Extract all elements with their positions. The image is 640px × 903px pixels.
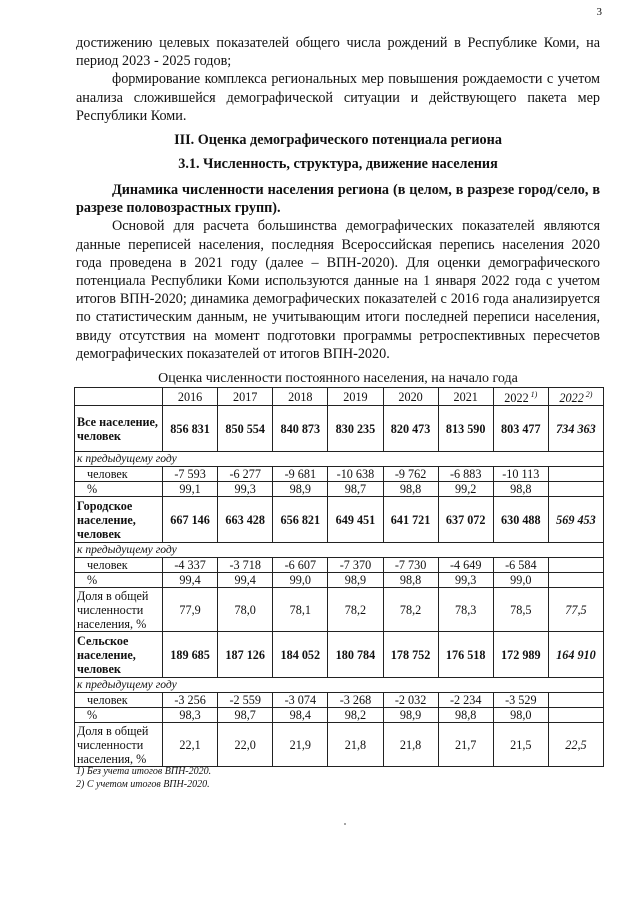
urban-share-cell: 78,0 bbox=[218, 588, 273, 632]
total-pct-cell: 99,1 bbox=[163, 482, 218, 497]
rural-change-cell: -3 529 bbox=[493, 693, 548, 708]
rural-change-cell: -2 032 bbox=[383, 693, 438, 708]
urban-value-cell: 569 453 bbox=[548, 497, 603, 543]
rural-change-cell: -3 074 bbox=[273, 693, 328, 708]
paragraph-3: Основой для расчета большинства демографических показателей являются данные переписей населения, последняя Всероссийская перепись населения 2020 года проведена в 2021 году (далее – ВПН-2020). Для оценки демографического потенциала Республики Коми используются данные на 1 января 2022 года с учетом итогов ВПН-2020; динамика демографических показателей с 2016 года анализируется по статистическим данным, не учитывающим итоги последней переписи населения, ввиду отсутствия на момент подготовки программы ретроспективных пересчетов демографических показателей от итогов ВПН-2020. bbox=[76, 218, 600, 362]
total-subheader-row bbox=[75, 452, 604, 467]
footnote-marker: 1) bbox=[528, 390, 538, 399]
total-value-cell: 856 831 bbox=[163, 406, 218, 452]
speck bbox=[344, 823, 346, 825]
urban-change-cell: -6 607 bbox=[273, 558, 328, 573]
rural-value-cell: 178 752 bbox=[383, 632, 438, 678]
total-change-cell: -9 762 bbox=[383, 467, 438, 482]
rural-value-cell: 180 784 bbox=[328, 632, 383, 678]
total-value-cell: 734 363 bbox=[548, 406, 603, 452]
urban-pct-cell: 99,4 bbox=[163, 573, 218, 588]
rural-change-label: человек bbox=[75, 693, 163, 708]
total-pct-cell bbox=[548, 482, 603, 497]
rural-share-label: Доля в общей численности населения, % bbox=[75, 723, 163, 767]
total-change-label: человек bbox=[75, 467, 163, 482]
urban-change-cell: -7 730 bbox=[383, 558, 438, 573]
rural-share-row bbox=[75, 723, 604, 767]
year-header: 2021 bbox=[438, 388, 493, 406]
rural-total-row bbox=[75, 632, 604, 678]
rural-value-cell: 176 518 bbox=[438, 632, 493, 678]
total-change-cell: -7 593 bbox=[163, 467, 218, 482]
total-change-cell: -6 883 bbox=[438, 467, 493, 482]
urban-change-cell: -7 370 bbox=[328, 558, 383, 573]
urban-share-row bbox=[75, 588, 604, 632]
total-pct-cell: 98,8 bbox=[493, 482, 548, 497]
urban-label: Городское население, человек bbox=[75, 497, 163, 543]
footnote-2: 2) С учетом итогов ВПН-2020. bbox=[76, 779, 210, 790]
urban-share-cell: 78,2 bbox=[328, 588, 383, 632]
total-total-row bbox=[75, 406, 604, 452]
urban-value-cell: 649 451 bbox=[328, 497, 383, 543]
rural-change-cell: -3 268 bbox=[328, 693, 383, 708]
total-pct-cell: 99,3 bbox=[218, 482, 273, 497]
year-header: 2016 bbox=[163, 388, 218, 406]
urban-change-cell: -6 584 bbox=[493, 558, 548, 573]
urban-pct-cell: 98,8 bbox=[383, 573, 438, 588]
year-header: 2022 $^{2)}$ bbox=[548, 388, 603, 406]
rural-pct-cell: 98,0 bbox=[493, 708, 548, 723]
year-header: 2019 bbox=[328, 388, 383, 406]
urban-value-cell: 663 428 bbox=[218, 497, 273, 543]
urban-pct-row bbox=[75, 573, 604, 588]
urban-change-cell bbox=[548, 558, 603, 573]
rural-share-cell: 22,5 bbox=[548, 723, 603, 767]
rural-value-cell: 184 052 bbox=[273, 632, 328, 678]
urban-share-cell: 77,9 bbox=[163, 588, 218, 632]
subsection-title: 3.1. Численность, структура, движение населения bbox=[178, 156, 498, 172]
total-change-cell bbox=[548, 467, 603, 482]
urban-value-cell: 656 821 bbox=[273, 497, 328, 543]
total-pct-cell: 98,8 bbox=[383, 482, 438, 497]
rural-subheader-row bbox=[75, 678, 604, 693]
bold-heading: Динамика численности населения региона (в целом, в разрезе город/село, в разрезе половозрастных групп). bbox=[76, 182, 600, 217]
urban-share-cell: 78,3 bbox=[438, 588, 493, 632]
urban-value-cell: 641 721 bbox=[383, 497, 438, 543]
rural-change-cell: -2 234 bbox=[438, 693, 493, 708]
urban-change-row bbox=[75, 558, 604, 573]
urban-value-cell: 637 072 bbox=[438, 497, 493, 543]
total-value-cell: 813 590 bbox=[438, 406, 493, 452]
total-change-cell: -6 277 bbox=[218, 467, 273, 482]
rural-value-cell: 164 910 bbox=[548, 632, 603, 678]
rural-share-cell: 21,7 bbox=[438, 723, 493, 767]
paragraph-1: достижению целевых показателей общего числа рождений в Республике Коми, на период 2023 - 2025 годов; bbox=[76, 35, 600, 70]
rural-pct-label: % bbox=[75, 708, 163, 723]
total-value-cell: 820 473 bbox=[383, 406, 438, 452]
rural-label: Сельское население, человек bbox=[75, 632, 163, 678]
urban-pct-cell: 99,4 bbox=[218, 573, 273, 588]
urban-pct-cell: 99,0 bbox=[493, 573, 548, 588]
urban-pct-cell: 99,3 bbox=[438, 573, 493, 588]
total-change-cell: -10 638 bbox=[328, 467, 383, 482]
total-pct-cell: 99,2 bbox=[438, 482, 493, 497]
text-block-top bbox=[76, 34, 600, 125]
rural-pct-row bbox=[75, 708, 604, 723]
total-subheader: к предыдущему году bbox=[75, 452, 604, 467]
rural-change-cell: -3 256 bbox=[163, 693, 218, 708]
rural-share-cell: 22,0 bbox=[218, 723, 273, 767]
urban-change-label: человек bbox=[75, 558, 163, 573]
urban-pct-cell: 98,9 bbox=[328, 573, 383, 588]
rural-pct-cell: 98,3 bbox=[163, 708, 218, 723]
total-pct-cell: 98,9 bbox=[273, 482, 328, 497]
year-header: 2017 bbox=[218, 388, 273, 406]
total-pct-cell: 98,7 bbox=[328, 482, 383, 497]
urban-change-cell: -4 337 bbox=[163, 558, 218, 573]
total-value-cell: 850 554 bbox=[218, 406, 273, 452]
urban-value-cell: 667 146 bbox=[163, 497, 218, 543]
urban-subheader-row bbox=[75, 543, 604, 558]
urban-pct-cell: 99,0 bbox=[273, 573, 328, 588]
total-change-row bbox=[75, 467, 604, 482]
urban-share-cell: 78,5 bbox=[493, 588, 548, 632]
rural-pct-cell: 98,7 bbox=[218, 708, 273, 723]
rural-subheader: к предыдущему году bbox=[75, 678, 604, 693]
rural-share-cell: 21,5 bbox=[493, 723, 548, 767]
year-header: 2018 bbox=[273, 388, 328, 406]
rural-pct-cell: 98,4 bbox=[273, 708, 328, 723]
rural-pct-cell: 98,8 bbox=[438, 708, 493, 723]
rural-value-cell: 189 685 bbox=[163, 632, 218, 678]
urban-change-cell: -3 718 bbox=[218, 558, 273, 573]
total-pct-label: % bbox=[75, 482, 163, 497]
urban-share-label: Доля в общей численности населения, % bbox=[75, 588, 163, 632]
urban-share-cell: 78,2 bbox=[383, 588, 438, 632]
year-header: 2022 $^{1)}$ bbox=[493, 388, 548, 406]
section-title: III. Оценка демографического потенциала региона bbox=[174, 132, 502, 148]
rural-change-cell: -2 559 bbox=[218, 693, 273, 708]
urban-value-cell: 630 488 bbox=[493, 497, 548, 543]
rural-change-cell bbox=[548, 693, 603, 708]
rural-pct-cell: 98,9 bbox=[383, 708, 438, 723]
rural-share-cell: 21,9 bbox=[273, 723, 328, 767]
footnote-marker: 2) bbox=[583, 390, 593, 399]
page-number: 3 bbox=[596, 6, 602, 18]
rural-value-cell: 187 126 bbox=[218, 632, 273, 678]
table-header-row bbox=[75, 388, 604, 406]
rural-share-cell: 22,1 bbox=[163, 723, 218, 767]
total-value-cell: 840 873 bbox=[273, 406, 328, 452]
total-label: Все население, человек bbox=[75, 406, 163, 452]
urban-share-cell: 78,1 bbox=[273, 588, 328, 632]
table-caption: Оценка численности постоянного населения, на начало года bbox=[158, 371, 518, 386]
population-table bbox=[74, 387, 604, 767]
total-value-cell: 830 235 bbox=[328, 406, 383, 452]
rural-pct-cell bbox=[548, 708, 603, 723]
total-change-cell: -10 113 bbox=[493, 467, 548, 482]
rural-share-cell: 21,8 bbox=[328, 723, 383, 767]
total-value-cell: 803 477 bbox=[493, 406, 548, 452]
rural-change-row bbox=[75, 693, 604, 708]
header-empty-cell bbox=[75, 388, 163, 406]
urban-change-cell: -4 649 bbox=[438, 558, 493, 573]
total-change-cell: -9 681 bbox=[273, 467, 328, 482]
urban-pct-label: % bbox=[75, 573, 163, 588]
total-pct-row bbox=[75, 482, 604, 497]
urban-share-cell: 77,5 bbox=[548, 588, 603, 632]
year-header: 2020 bbox=[383, 388, 438, 406]
rural-value-cell: 172 989 bbox=[493, 632, 548, 678]
urban-pct-cell bbox=[548, 573, 603, 588]
urban-subheader: к предыдущему году bbox=[75, 543, 604, 558]
urban-total-row bbox=[75, 497, 604, 543]
rural-share-cell: 21,8 bbox=[383, 723, 438, 767]
footnote-1: 1) Без учета итогов ВПН-2020. bbox=[76, 766, 212, 777]
paragraph-2: формирование комплекса региональных мер повышения рождаемости с учетом анализа сложившейся демографической ситуации и действующего пакета мер Республики Коми. bbox=[76, 71, 600, 124]
text-block-main bbox=[76, 181, 600, 363]
rural-pct-cell: 98,2 bbox=[328, 708, 383, 723]
